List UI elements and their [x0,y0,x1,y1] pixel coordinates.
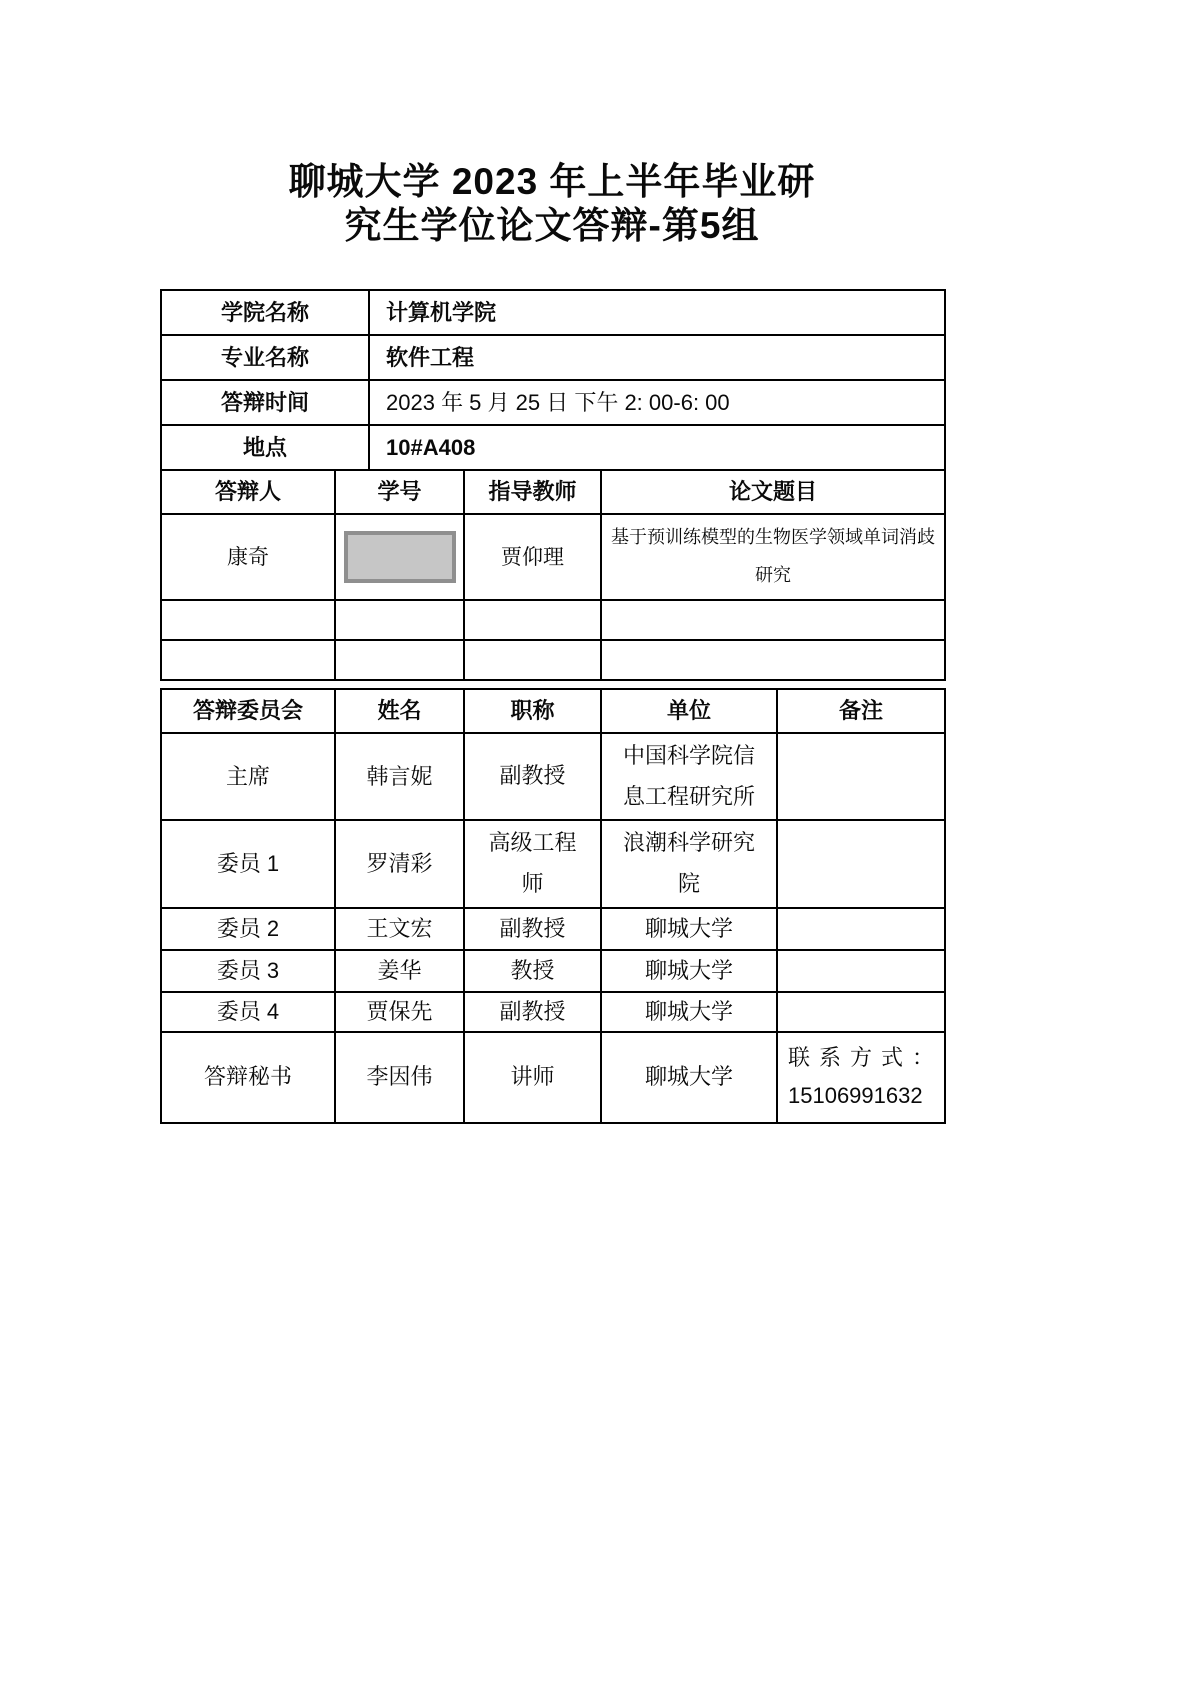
defendant-header-cell: 答辩人 [161,470,335,514]
time-value: 2023 年 5 月 25 日 下午 2: 00-6: 00 [369,380,945,425]
info-row-college [161,290,945,335]
role-cell: 委员 1 [161,820,335,907]
member-title-cell: 教授 [464,950,601,992]
document-page [160,0,944,1124]
info-row-time [161,380,945,425]
committee-table [160,688,946,1124]
empty-cell [161,640,335,680]
remark-cell [777,733,945,820]
location-label: 地点 [161,425,369,470]
member-name-cell: 王文宏 [335,908,464,950]
advisor-cell: 贾仰理 [464,514,601,600]
empty-cell [464,600,601,640]
info-row-location [161,425,945,470]
role-cell: 答辩秘书 [161,1032,335,1123]
committee-row-secretary [161,1032,945,1123]
member-unit-cell: 聊城大学 [601,908,777,950]
empty-defense-row [161,640,945,680]
defense-header-row [161,470,945,514]
page-title [160,0,944,247]
committee-row-member-4 [161,992,945,1032]
remark-cell [777,908,945,950]
college-value: 计算机学院 [369,290,945,335]
contact-label: 联系方式： [788,1044,934,1070]
name-header-cell: 姓名 [335,689,464,733]
member-name-cell: 韩言妮 [335,733,464,820]
title-header-cell: 职称 [464,689,601,733]
redacted-student-id-box [344,531,456,583]
empty-cell [161,600,335,640]
secretary-contact-cell [777,1032,945,1123]
committee-header-row [161,689,945,733]
thesis-title-header-cell: 论文题目 [601,470,945,514]
defense-row [161,514,945,600]
member-name-cell: 贾保先 [335,992,464,1032]
remark-header-cell: 备注 [777,689,945,733]
empty-defense-row [161,600,945,640]
role-cell: 委员 2 [161,908,335,950]
empty-cell [335,600,464,640]
role-cell: 委员 3 [161,950,335,992]
remark-cell [777,950,945,992]
committee-row-chair [161,733,945,820]
member-unit-cell: 中国科学院信息工程研究所 [601,733,777,820]
remark-cell [777,820,945,907]
student-id-cell [335,514,464,600]
major-label: 专业名称 [161,335,369,380]
page-title-line-2: 究生学位论文答辩-第5组 [344,204,760,246]
member-unit-cell: 聊城大学 [601,950,777,992]
committee-row-member-2 [161,908,945,950]
major-value: 软件工程 [369,335,945,380]
empty-cell [464,640,601,680]
member-title-cell: 副教授 [464,908,601,950]
committee-header-cell: 答辩委员会 [161,689,335,733]
member-name-cell: 姜华 [335,950,464,992]
member-unit-cell: 浪潮科学研究院 [601,820,777,907]
location-value: 10#A408 [369,425,945,470]
member-title-cell: 讲师 [464,1032,601,1123]
unit-header-cell: 单位 [601,689,777,733]
committee-row-member-1 [161,820,945,907]
member-unit-cell: 聊城大学 [601,1032,777,1123]
role-cell: 委员 4 [161,992,335,1032]
contact-phone: 15106991632 [788,1083,923,1109]
member-name-cell: 李因伟 [335,1032,464,1123]
empty-cell [601,600,945,640]
advisor-header-cell: 指导教师 [464,470,601,514]
committee-row-member-3 [161,950,945,992]
student-id-header-cell: 学号 [335,470,464,514]
empty-cell [601,640,945,680]
time-label: 答辩时间 [161,380,369,425]
member-title-cell: 高级工程师 [464,820,601,907]
college-label: 学院名称 [161,290,369,335]
role-cell: 主席 [161,733,335,820]
remark-cell [777,992,945,1032]
empty-cell [335,640,464,680]
member-unit-cell: 聊城大学 [601,992,777,1032]
defendant-name-cell: 康奇 [161,514,335,600]
member-title-cell: 副教授 [464,733,601,820]
member-title-cell: 副教授 [464,992,601,1032]
page-title-line-1: 聊城大学 2023 年上半年毕业研 [288,161,816,202]
thesis-title-cell: 基于预训练模型的生物医学领域单词消歧研究 [601,514,945,600]
info-row-major [161,335,945,380]
member-name-cell: 罗清彩 [335,820,464,907]
defense-info-table [160,289,946,681]
